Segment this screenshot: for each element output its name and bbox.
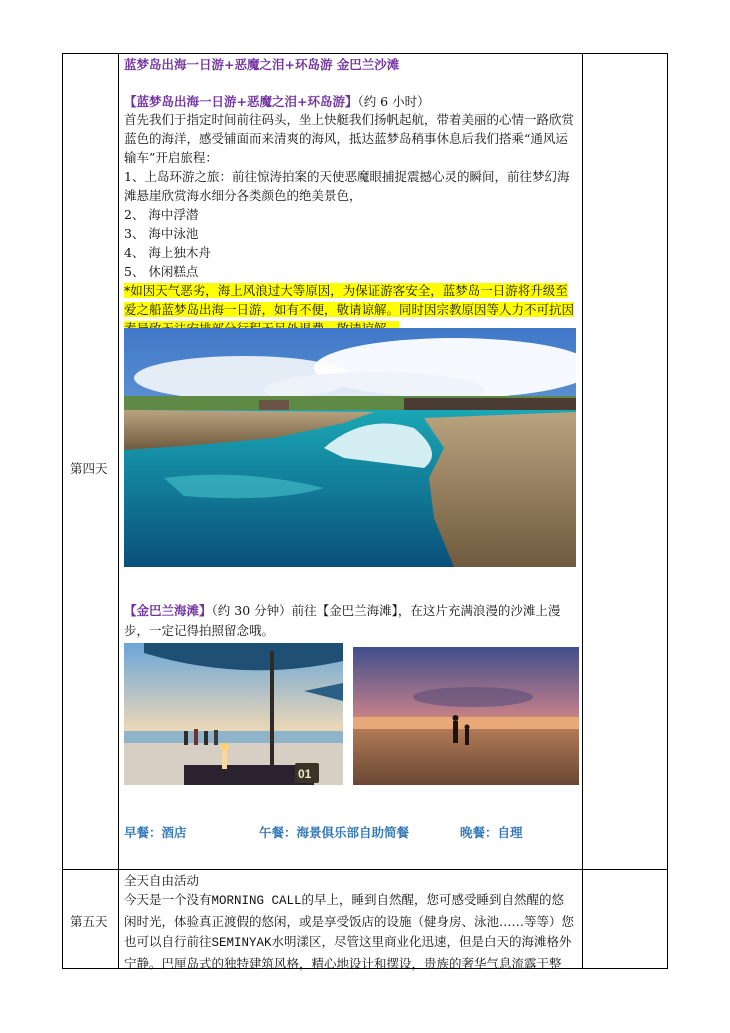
section2-description: （约 30 分钟）前往【金巴兰海滩】，在这片充满浪漫的沙滩上漫步，一定记得拍照留念哦。	[124, 603, 561, 638]
day5-text: 水明漾区，尽管这里商业化迅速，但是白天的海滩格外宁静。巴厘岛式的独特建筑风格，精心地设计和摆设，贵族的奢华气息流露于整	[124, 934, 572, 971]
devils-tear-photo	[124, 328, 576, 567]
table-top-border	[62, 53, 668, 54]
table-col-divider	[118, 53, 119, 969]
day4-title: 蓝梦岛出海一日游+恶魔之泪+环岛游 金巴兰沙滩	[124, 57, 400, 72]
dinner-info: 晚餐：自理	[460, 825, 523, 840]
day5-title: 全天自由活动	[124, 873, 200, 888]
section1-title: 【蓝梦岛出海一日游+恶魔之泪+环岛游】	[124, 94, 358, 109]
breakfast-info: 早餐：酒店	[124, 825, 187, 840]
weather-notice: *如因天气恶劣，海上风浪过大等原因，为保证游客安全，蓝梦岛一日游将升级至爱之船蓝梦岛出海一日游，如有不便，敬请谅解。同时因宗教原因等人力不可抗因	[124, 283, 574, 336]
jimbaran-sunset-photo	[353, 647, 579, 785]
morning-call-term: MORNING CALL	[211, 894, 302, 908]
day4-body	[124, 110, 576, 338]
jimbaran-dinner-photo	[124, 643, 343, 785]
table-number-sign: 01	[298, 767, 312, 781]
table-row-divider	[62, 869, 668, 870]
table-col-divider-right	[582, 53, 583, 969]
table-right-border	[667, 53, 668, 969]
itinerary-item: 5、 休闲糕点	[124, 264, 199, 279]
day5-body	[124, 890, 576, 974]
day5-label: 第五天	[70, 914, 108, 929]
day5-text: 今天是一个没有	[124, 892, 212, 907]
itinerary-item: 4、 海上独木舟	[124, 245, 211, 260]
section2-title: 【金巴兰海滩】	[124, 603, 212, 618]
itinerary-item: 3、 海中泳池	[124, 226, 199, 241]
day4-intro: 首先我们于指定时间前往码头，坐上快艇我们扬帆起航，带着美丽的心情一路欣赏蓝色的海洋，感受铺面而来清爽的海风，抵达蓝梦岛稍事休息后我们搭乘“通风运输车”开启旅程：	[124, 112, 575, 165]
seminyak-term: SEMINYAK	[211, 936, 272, 950]
day4-label: 第四天	[70, 461, 108, 476]
lunch-info: 午餐：海景俱乐部自助简餐	[259, 825, 410, 840]
itinerary-item: 2、 海中浮潜	[124, 207, 199, 222]
day5-text: 的早上，睡到自然醒，您可感受睡到自然醒的悠闲时光，体验真正渡假的悠闲，或是享受饭店的设施（健身房、泳池……等等）您也可以自行前往	[124, 892, 575, 949]
section2-text	[124, 601, 576, 641]
section1-heading	[124, 92, 430, 110]
itinerary-item: 1、上岛环游之旅：前往惊涛拍案的天使恶魔眼捕捉震撼心灵的瞬间，前往梦幻海滩悬崖欣赏海水细分各类颜色的绝美景色，	[124, 169, 570, 203]
section1-duration: （约 6 小时）	[357, 94, 430, 109]
table-left-border	[62, 53, 63, 969]
